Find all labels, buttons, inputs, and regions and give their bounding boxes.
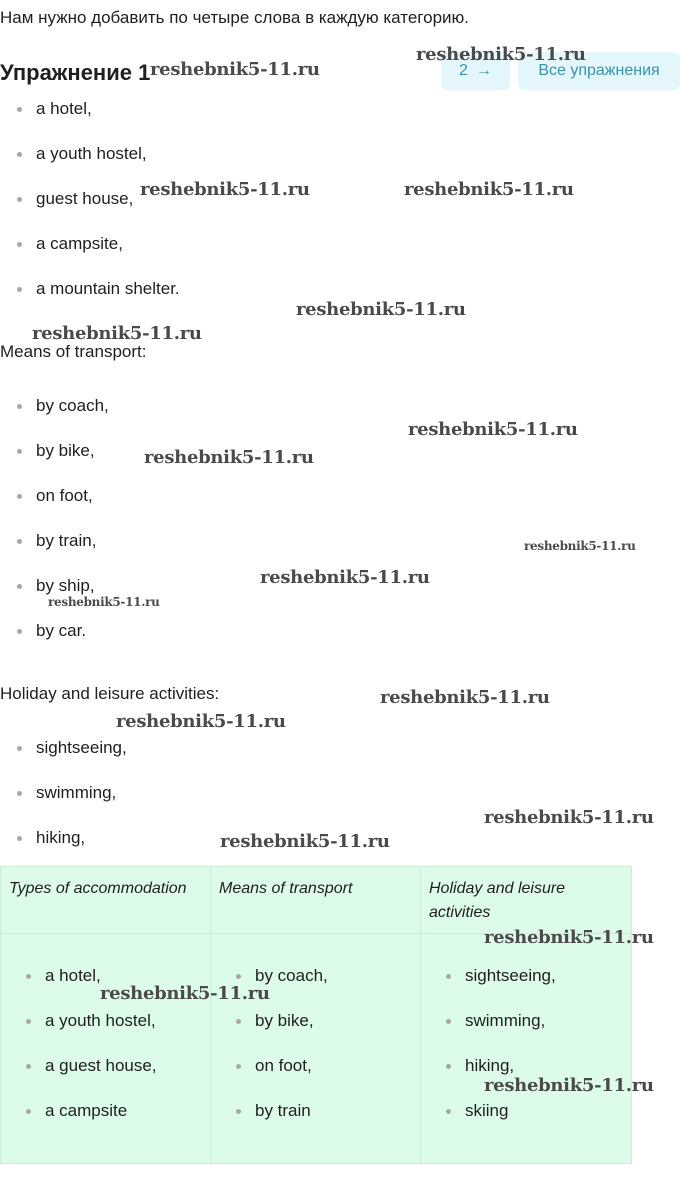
list-item: by car.: [0, 620, 109, 665]
list-item: by bike,: [219, 1010, 328, 1055]
next-exercise-label: 2: [459, 62, 468, 79]
watermark: reshebnik5-11.ru: [484, 807, 654, 828]
list-item: by train: [219, 1100, 328, 1145]
list-item: a guest house,: [9, 1055, 157, 1100]
list-item: sightseeing,: [429, 965, 556, 1010]
watermark: reshebnik5-11.ru: [416, 44, 586, 65]
list-item: by coach,: [219, 965, 328, 1010]
answer-table: [0, 866, 632, 1164]
watermark: reshebnik5-11.ru: [380, 687, 550, 708]
watermark: reshebnik5-11.ru: [260, 567, 430, 588]
watermark: reshebnik5-11.ru: [296, 299, 466, 320]
arrow-right-icon: →: [475, 62, 492, 79]
list-item: a hotel,: [9, 965, 157, 1010]
column-divider: [420, 867, 421, 1163]
watermark: reshebnik5-11.ru: [48, 595, 160, 609]
watermark: reshebnik5-11.ru: [484, 1075, 654, 1096]
list-item: by ship,: [0, 575, 109, 620]
list-item: guest house,: [0, 188, 180, 233]
watermark: reshebnik5-11.ru: [144, 447, 314, 468]
table-header-accommodation: Types of accommodation: [9, 880, 187, 897]
list-item: hiking,: [429, 1055, 556, 1100]
watermark: reshebnik5-11.ru: [150, 59, 320, 80]
list-item: sightseeing,: [0, 737, 127, 782]
list-item: a campsite: [9, 1100, 157, 1145]
watermark: reshebnik5-11.ru: [484, 927, 654, 948]
list-item: skiing: [429, 1100, 556, 1145]
table-header-leisure: Holiday and leisure activities: [429, 880, 566, 921]
all-exercises-button[interactable]: Все упражнения: [518, 52, 680, 90]
list-item: a youth hostel,: [0, 143, 180, 188]
list-item: a campsite,: [0, 233, 180, 278]
intro-text: Нам нужно добавить по четыре слова в каждую категорию.: [0, 8, 470, 27]
accommodation-list: [0, 98, 180, 323]
list-item: on foot,: [219, 1055, 328, 1100]
watermark: reshebnik5-11.ru: [32, 323, 202, 344]
list-item: on foot,: [0, 485, 109, 530]
list-item: by bike,: [0, 440, 109, 485]
list-item: a hotel,: [0, 98, 180, 143]
list-item: a youth hostel,: [9, 1010, 157, 1055]
leisure-heading: Holiday and leisure activities:: [0, 684, 220, 703]
leisure-list: [0, 737, 127, 872]
watermark: reshebnik5-11.ru: [404, 179, 574, 200]
transport-heading: Means of transport:: [0, 342, 147, 361]
exercise-title: Упражнение 1: [0, 60, 151, 85]
watermark: reshebnik5-11.ru: [116, 711, 286, 732]
list-item: swimming,: [0, 782, 127, 827]
list-item: hiking,: [0, 827, 127, 872]
transport-list: [0, 395, 109, 665]
list-item: swimming,: [429, 1010, 556, 1055]
watermark: reshebnik5-11.ru: [408, 419, 578, 440]
column-divider: [210, 867, 211, 1163]
list-item: a mountain shelter.: [0, 278, 180, 323]
watermark: reshebnik5-11.ru: [524, 539, 636, 553]
list-item: by coach,: [0, 395, 109, 440]
watermark: reshebnik5-11.ru: [220, 831, 390, 852]
watermark: reshebnik5-11.ru: [100, 983, 270, 1004]
list-item: by train,: [0, 530, 109, 575]
watermark: reshebnik5-11.ru: [140, 179, 310, 200]
table-cell-leisure: [429, 965, 556, 1145]
table-header-transport: Means of transport: [219, 880, 353, 897]
